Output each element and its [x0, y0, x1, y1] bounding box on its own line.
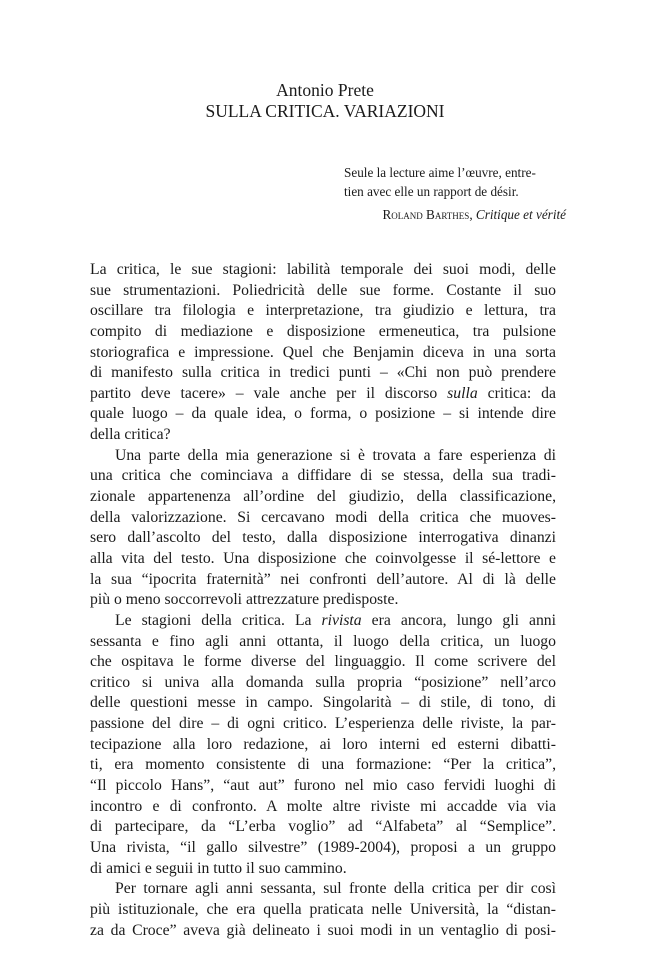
chapter-header [0, 80, 650, 122]
text-line: una critica che cominciava a diffidare di se stessa, della sua tradi- [90, 467, 556, 485]
text-line: La critica, le sue stagioni: labilità temporale dei suoi modi, delle [90, 261, 556, 278]
text-line: tecipazione alla loro redazione, ai loro interni ed esterni dibatti- [90, 735, 556, 753]
text-line: za da Croce” aveva già delineato i suoi modi in un ventaglio di posi- [90, 921, 556, 939]
text-line: ti, era momento consistente di una formazione: “Per la critica”, [90, 756, 556, 774]
text-line: Per tornare agli anni sessanta, sul fronte della critica per dir così [115, 880, 556, 898]
text-line: passione del dire – di ogni critico. L’esperienza delle riviste, la par- [90, 715, 556, 733]
text-segment: critica: da [477, 384, 556, 402]
epigraph [344, 163, 566, 224]
text-line: “Il piccolo Hans”, “aut aut” furono nel mio caso fervidi luoghi di [90, 777, 556, 795]
epigraph-line: Seule la lecture aime l’œuvre, entre- [344, 165, 536, 180]
text-segment: partito deve tacere» – vale anche per il discorso [90, 384, 448, 402]
text-line [90, 384, 556, 405]
text-line: incontro e di confronto. A molte altre riviste mi accadde via via [90, 797, 556, 815]
epigraph-source: Critique et vérité [475, 207, 566, 222]
text-line: quale luogo – da quale idea, o forma, o posizione – si intende dire [90, 405, 556, 423]
italic-segment: sulla [447, 384, 478, 402]
text-line: più o meno soccorrevoli attrezzature predisposte. [90, 591, 399, 609]
italic-segment: rivista [321, 611, 362, 629]
text-line: più istituzionale, che era quella praticata nelle Università, la “distan- [90, 900, 556, 918]
text-segment: Le stagioni della critica. La [115, 611, 322, 629]
epigraph-attribution: Roland Barthes, Critique et vérité [382, 207, 566, 222]
text-line: oscillare tra filologia e interpretazione, tra giudizio e lettura, tra [90, 302, 556, 320]
text-line: Una rivista, “il gallo silvestre” (1989-2004), proposi a un gruppo [90, 838, 556, 856]
text-line: Una parte della mia generazione si è trovata a fare esperienza di [115, 446, 556, 464]
text-line: di partecipare, da “L’erba voglio” ad “Alfabeta” al “Semplice”. [90, 818, 556, 836]
text-line: alla vita del testo. Una disposizione che coinvolgesse il sé-lettore e [90, 549, 556, 567]
author-name: Antonio Prete [276, 80, 374, 100]
text-line: delle questioni messe in campo. Singolarità – di stile, di tono, di [90, 694, 556, 712]
epigraph-author: Roland Barthes [382, 207, 470, 222]
text-line: di amici e seguii in tutto il suo cammino. [90, 859, 347, 877]
text-line: della critica? [90, 426, 171, 444]
text-line: di manifesto sulla critica in tredici punti – «Chi non può prendere [90, 364, 556, 382]
text-segment: era ancora, lungo gli anni [361, 611, 556, 629]
text-line: zionale appartenenza all’ordine del giudizio, della classificazione, [90, 488, 556, 506]
epigraph-line: tien avec elle un rapport de désir. [344, 184, 519, 199]
text-line: sue strumentazioni. Poliedricità delle sue forme. Costante il suo [90, 281, 556, 299]
text-line [90, 611, 556, 632]
text-line: che ospitava le forme diverse del linguaggio. Il come scrivere del [90, 653, 556, 671]
text-line: la sua “ipocrita fraternità” nei confronti dell’autore. Al di là delle [90, 570, 556, 588]
chapter-title: SULLA CRITICA. VARIAZIONI [205, 101, 445, 121]
body-text [90, 260, 556, 941]
text-line: compito di mediazione e disposizione ermeneutica, tra pulsione [90, 322, 556, 340]
text-line: storiografica e impressione. Quel che Benjamin diceva in una sorta [90, 343, 556, 361]
text-line: critico si univa alla domanda sulla propria “posizione” nell’arco [90, 673, 556, 691]
text-line: sero dall’ascolto del testo, dalla disposizione interrogativa dinanzi [90, 529, 556, 547]
text-line: della valorizzazione. Si cercavano modi della critica che muoves- [90, 508, 556, 526]
text-line: sessanta e fino agli anni ottanta, il luogo della critica, un luogo [90, 632, 556, 650]
